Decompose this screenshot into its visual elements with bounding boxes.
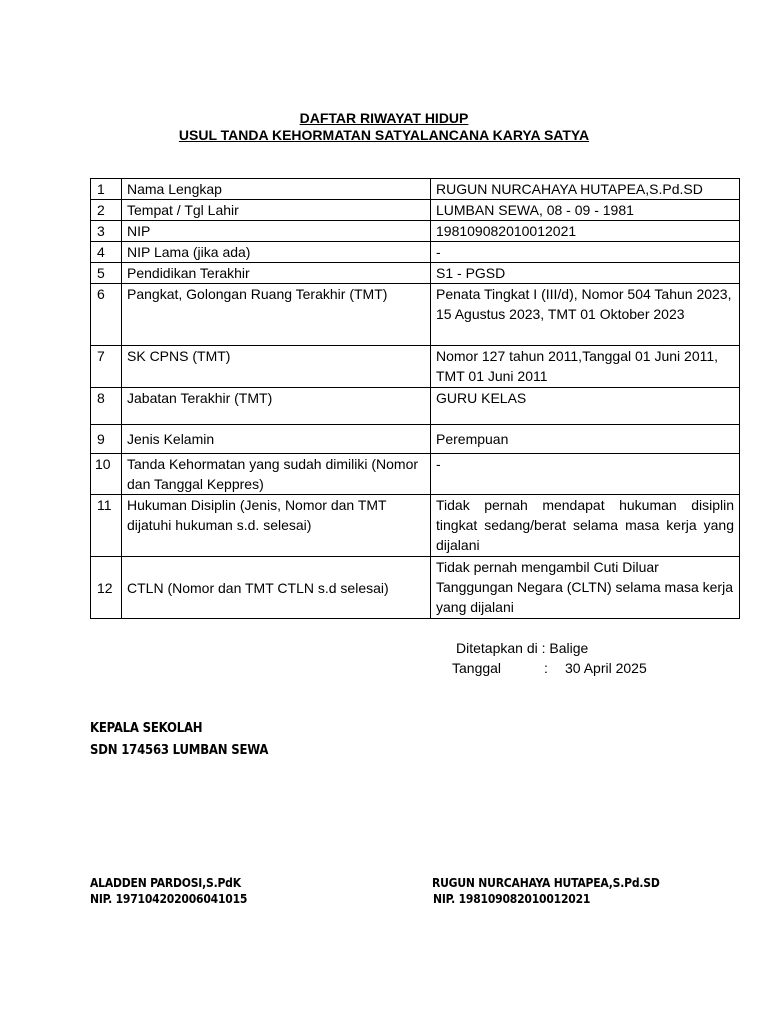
row-value: 198109082010012021 [431,221,740,242]
signer-position: KEPALA SEKOLAH [90,721,203,736]
row-number: 7 [91,346,122,388]
row-value: RUGUN NURCAHAYA HUTAPEA,S.Pd.SD [431,179,740,200]
row-value: Perempuan [431,425,740,454]
table-row [91,454,740,495]
row-number: 5 [91,263,122,284]
ditetapkan-text: Ditetapkan di : Balige [456,640,589,656]
left-signer-name: ALADDEN PARDOSI,S.PdK [90,876,241,890]
table-row [91,425,740,454]
row-value: Tidak pernah mengambil Cuti Diluar Tanggungan Negara (CLTN) selama masa kerja yang dijalani [431,557,740,619]
row-label: Tempat / Tgl Lahir [122,200,431,221]
document-subtitle: USUL TANDA KEHORMATAN SATYALANCANA KARYA SATYA [178,127,590,143]
row-number: 6 [91,284,122,346]
table-row [91,346,740,388]
table-row [91,179,740,200]
row-value: Nomor 127 tahun 2011,Tanggal 01 Juni 2011, TMT 01 Juni 2011 [431,346,740,388]
row-value: Penata Tingkat I (III/d), Nomor 504 Tahun 2023, 15 Agustus 2023, TMT 01 Oktober 2023 [431,284,740,346]
document-title: DAFTAR RIWAYAT HIDUP [299,110,469,126]
row-value: LUMBAN SEWA, 08 - 09 - 1981 [431,200,740,221]
row-number: 8 [91,388,122,425]
row-label: Jenis Kelamin [122,425,431,454]
tanggal-line [452,658,647,678]
tanggal-label: Tanggal [452,660,502,676]
tanggal-colon: : [544,660,548,676]
right-signer-name: RUGUN NURCAHAYA HUTAPEA,S.Pd.SD [432,876,660,890]
row-number: 9 [91,425,122,454]
row-number: 4 [91,242,122,263]
row-number: 2 [91,200,122,221]
table-row [91,200,740,221]
left-signer-nip: NIP. 197104202006041015 [90,892,248,906]
row-label: CTLN (Nomor dan TMT CTLN s.d selesai) [122,557,431,619]
row-value: S1 - PGSD [431,263,740,284]
table-row [91,221,740,242]
row-value: - [431,242,740,263]
row-label: NIP Lama (jika ada) [122,242,431,263]
table-row [91,263,740,284]
row-label: Pendidikan Terakhir [122,263,431,284]
row-number: 11 [91,495,122,557]
row-number: 10 [91,454,122,495]
row-label: NIP [122,221,431,242]
row-number: 12 [91,557,122,619]
row-value: Tidak pernah mendapat hukuman disiplin tingkat sedang/berat selama masa kerja yang dijalani [431,495,740,557]
row-label: Pangkat, Golongan Ruang Terakhir (TMT) [122,284,431,346]
row-value: - [431,454,740,495]
table-row [91,284,740,346]
right-signer-nip: NIP. 198109082010012021 [433,892,591,906]
signer-school: SDN 174563 LUMBAN SEWA [90,743,269,758]
row-label: Nama Lengkap [122,179,431,200]
tanggal-value: 30 April 2025 [565,660,647,676]
table-row [91,495,740,557]
cv-table [90,178,740,619]
table-row [91,557,740,619]
row-number: 3 [91,221,122,242]
row-value: GURU KELAS [431,388,740,425]
row-number: 1 [91,179,122,200]
row-label: Hukuman Disiplin (Jenis, Nomor dan TMT dijatuhi hukuman s.d. selesai) [122,495,431,557]
table-row [91,242,740,263]
row-label: Jabatan Terakhir (TMT) [122,388,431,425]
row-label: SK CPNS (TMT) [122,346,431,388]
row-label: Tanda Kehormatan yang sudah dimiliki (Nomor dan Tanggal Keppres) [122,454,431,495]
table-row [91,388,740,425]
